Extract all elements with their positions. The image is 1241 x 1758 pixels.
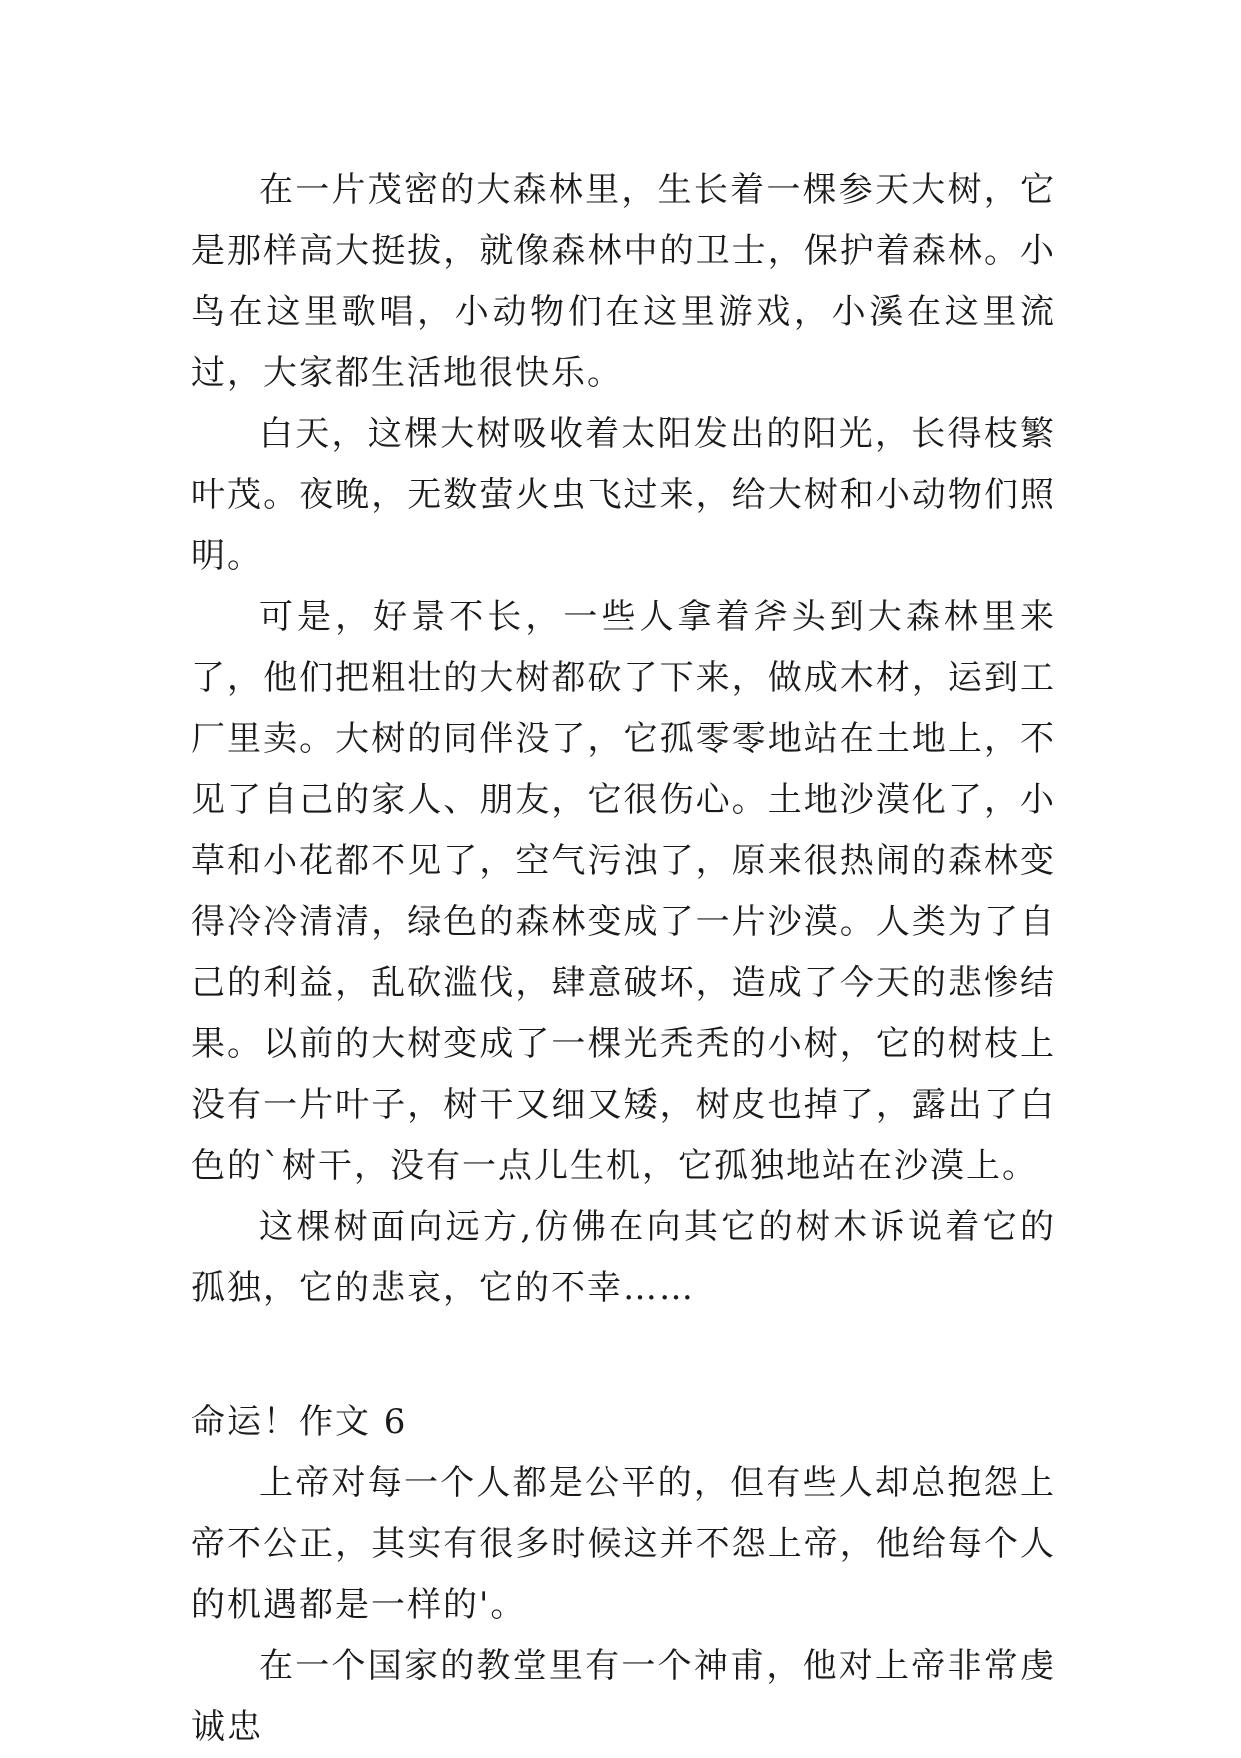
paragraph-forest-intro: 在一片茂密的大森林里，生长着一棵参天大树，它是那样高大挺拔，就像森林中的卫士，保护着森林。小鸟在这里歌唱，小动物们在这里游戏，小溪在这里流过，大家都生活地很快乐。: [191, 170, 1056, 393]
paragraph-day-night: 白天，这棵大树吸收着太阳发出的阳光，长得枝繁叶茂。夜晚，无数萤火虫飞过来，给大树和小动物们照明。: [191, 414, 1056, 576]
document-body: [191, 160, 1056, 1758]
paragraph-deforestation: 可是，好景不长，一些人拿着斧头到大森林里来了，他们把粗壮的大树都砍了下来，做成木材，运到工厂里卖。大树的同伴没了，它孤零零地站在土地上，不见了自己的家人、朋友，它很伤心。土地沙漠化了，小草和小花都不见了，空气污浊了，原来很热闹的森林变得冷冷清清，绿色的森林变成了一片沙漠。人类为了自己的利益，乱砍滥伐，肆意破坏，造成了今天的悲惨结果。以前的大树变成了一棵光秃秃的小树，它的树枝上没有一片叶子，树干又细又矮，树皮也掉了，露出了白色的`树干，没有一点儿生机，它孤独地站在沙漠上。: [191, 597, 1056, 1186]
paragraph-priest: 在一个国家的教堂里有一个神甫，他对上帝非常虔诚忠: [191, 1646, 1056, 1747]
paragraph-lonely-tree: 这棵树面向远方,仿佛在向其它的树木诉说着它的孤独，它的悲哀，它的不幸……: [191, 1207, 1056, 1308]
paragraph-god-fair: 上帝对每一个人都是公平的，但有些人却总抱怨上帝不公正，其实有很多时候这并不怨上帝，他给每个人的机遇都是一样的'。: [191, 1463, 1056, 1625]
essay-heading: 命运！作文 6: [191, 1402, 408, 1442]
